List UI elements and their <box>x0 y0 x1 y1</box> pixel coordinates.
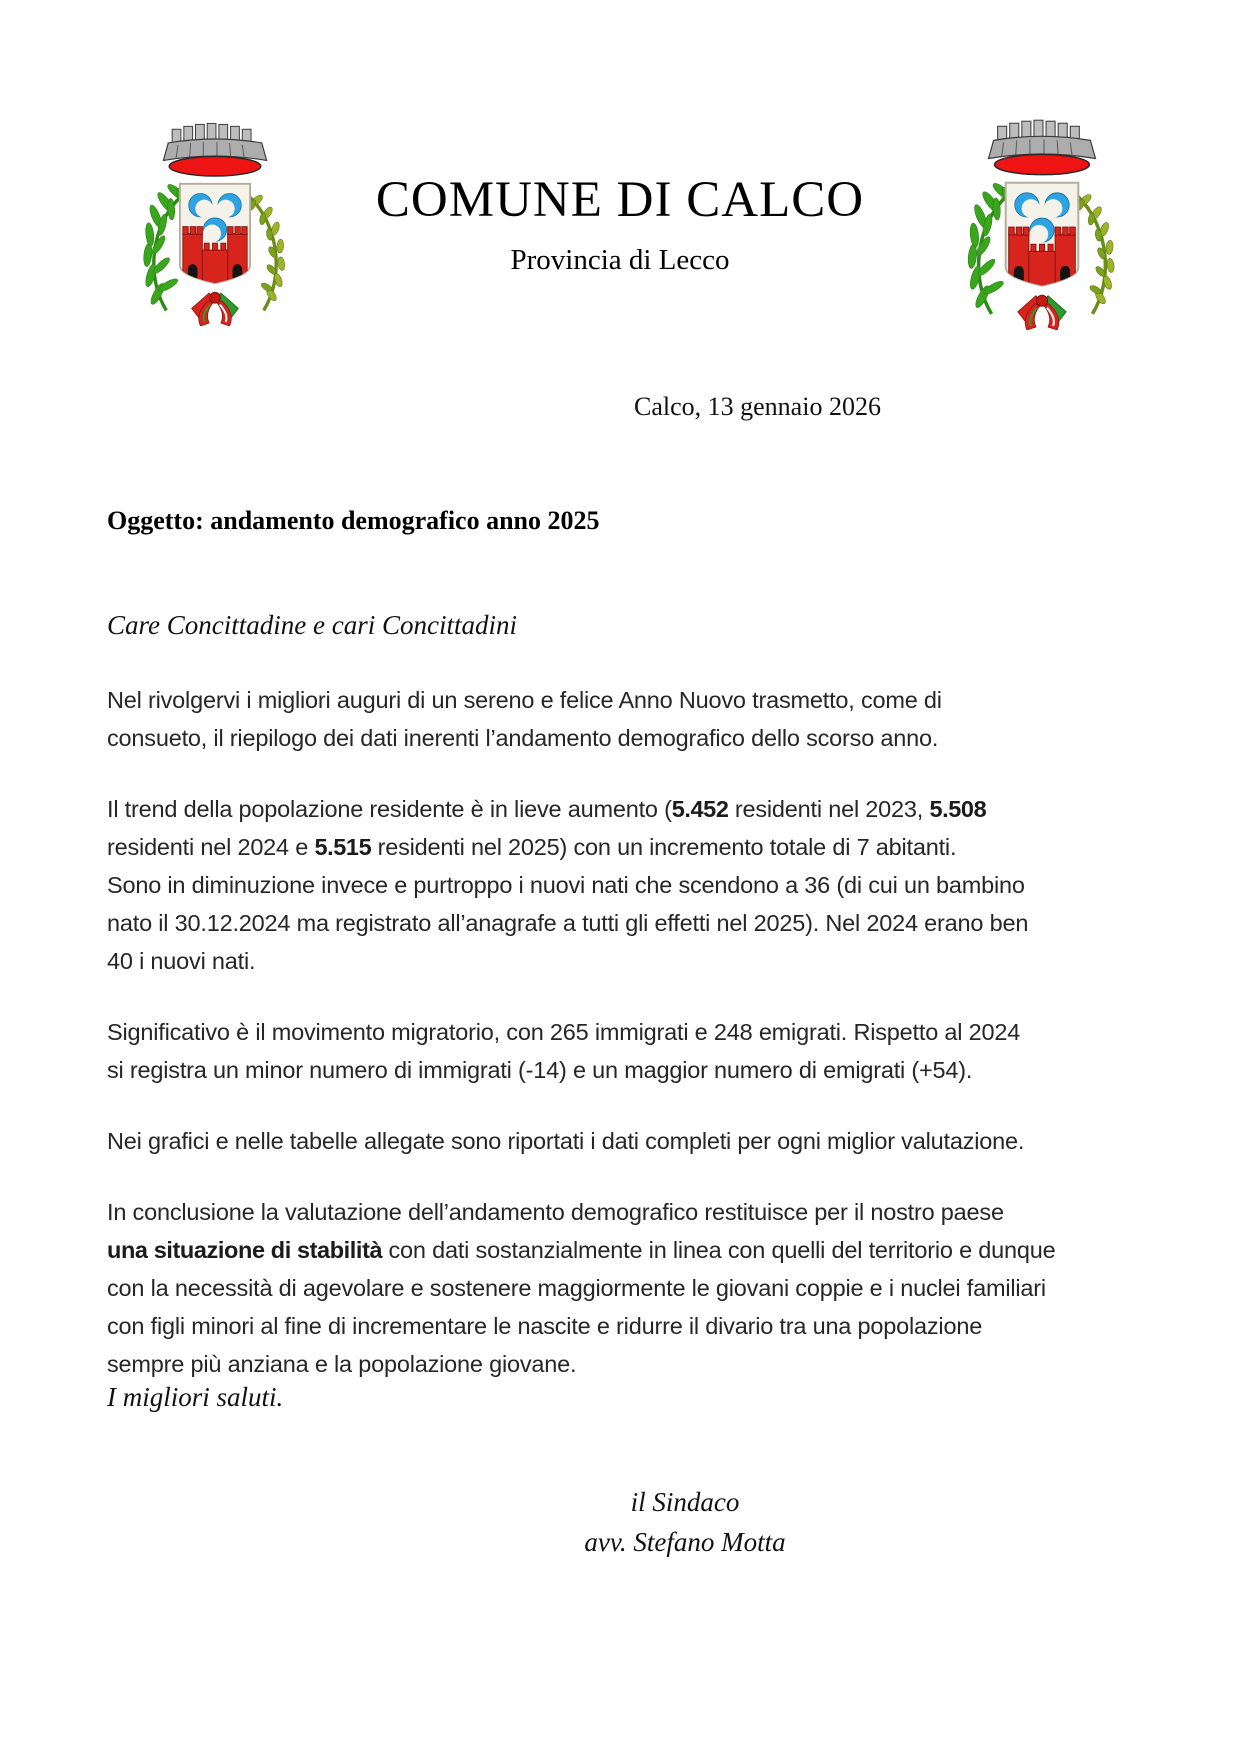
body-line: Significativo è il movimento migratorio, con 265 immigrati e 248 emigrati. Rispetto al 2024 <box>107 1019 1021 1045</box>
signature-block <box>420 1482 950 1562</box>
subject-line: Oggetto: andamento demografico anno 2025 <box>107 506 600 535</box>
signature-name: avv. Stefano Motta <box>584 1527 786 1557</box>
body-line: Nel rivolgervi i migliori auguri di un sereno e felice Anno Nuovo trasmetto, come di <box>107 687 942 713</box>
letter-header <box>240 174 1000 277</box>
province-subtitle: Provincia di Lecco <box>510 243 730 276</box>
body-line: nato il 30.12.2024 ma registrato all’anagrafe a tutti gli effetti nel 2025). Nel 2024 erano ben <box>107 910 1029 936</box>
body-line: una situazione di stabilità con dati sostanzialmente in linea con quelli del territorio e dunque <box>107 1237 1056 1263</box>
body-line: Nei grafici e nelle tabelle allegate sono riportati i dati completi per ogni miglior valutazione. <box>107 1128 1025 1154</box>
body-line: con la necessità di agevolare e sostenere maggiormente le giovani coppie e i nuclei familiari <box>107 1275 1046 1301</box>
municipal-crest-icon <box>950 98 1134 330</box>
municipality-title: COMUNE DI CALCO <box>375 172 865 228</box>
body-text <box>107 681 1147 1383</box>
body-line: con figli minori al fine di incrementare le nascite e ridurre il divario tra una popolazione <box>107 1313 983 1339</box>
date-line: Calco, 13 gennaio 2026 <box>634 392 881 421</box>
coat-of-arms-right <box>950 98 1134 330</box>
body-line: In conclusione la valutazione dell’andamento demografico restituisce per il nostro paese <box>107 1199 1004 1225</box>
salutation: Care Concittadine e cari Concittadini <box>107 610 517 640</box>
body-line: si registra un minor numero di immigrati (-14) e un maggior numero di emigrati (+54). <box>107 1057 973 1083</box>
body-line: 40 i nuovi nati. <box>107 948 256 974</box>
signature-role: il Sindaco <box>630 1487 740 1517</box>
body-line: residenti nel 2024 e 5.515 residenti nel 2025) con un incremento totale di 7 abitanti. <box>107 834 957 860</box>
body-line: consueto, il riepilogo dei dati inerenti l’andamento demografico dello scorso anno. <box>107 725 939 751</box>
closing-line: I migliori saluti. <box>107 1382 284 1412</box>
body-line: sempre più anziana e la popolazione giovane. <box>107 1351 577 1377</box>
body-line: Il trend della popolazione residente è in lieve aumento (5.452 residenti nel 2023, 5.508 <box>107 796 987 822</box>
body-line: Sono in diminuzione invece e purtroppo i nuovi nati che scendono a 36 (di cui un bambino <box>107 872 1025 898</box>
